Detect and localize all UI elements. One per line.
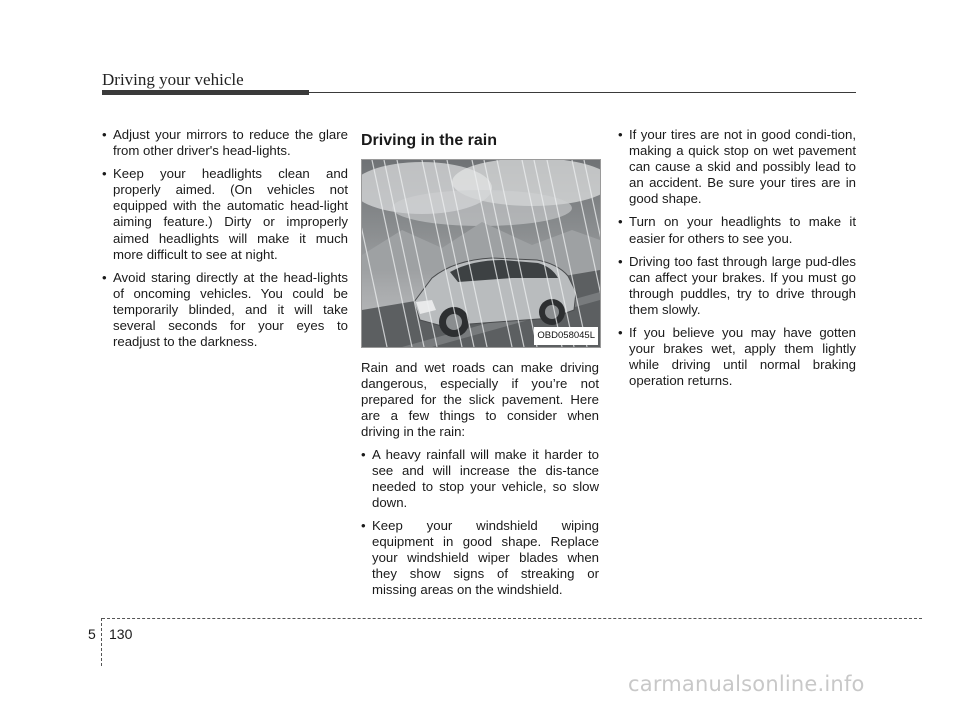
bullet-item: • Turn on your headlights to make it easier for others to see you. <box>618 214 856 246</box>
section-heading: Driving in the rain <box>361 132 498 149</box>
column-left <box>102 127 348 357</box>
header-rule <box>102 90 309 95</box>
footer-rule <box>102 618 922 619</box>
bullet-item: • Driving too fast through large pud-dles can affect your brakes. If you must go through puddles, try to drive through them slowly. <box>618 254 856 318</box>
bullet-item: • Keep your windshield wiping equipment in good shape. Replace your windshield wiper blades when they show signs of streaking or missing areas on the windshield. <box>361 518 599 598</box>
figure-code: OBD058045L <box>534 327 598 345</box>
bullet-item: • If you believe you may have gotten your brakes wet, apply them lightly while driving until normal braking operation returns. <box>618 325 856 389</box>
header-rule-thin <box>309 92 856 93</box>
footer-divider <box>101 618 102 666</box>
chapter-number: 5 <box>88 626 96 642</box>
bullet-item: • Adjust your mirrors to reduce the glare from other driver's head-lights. <box>102 127 348 159</box>
column-middle <box>361 133 599 605</box>
bullet-item: • A heavy rainfall will make it harder to see and will increase the dis-tance needed to stop your vehicle, so slow down. <box>361 447 599 511</box>
bullet-item: • Keep your headlights clean and properly aimed. (On vehicles not equipped with the automatic head-light aiming feature.) Dirty or improperly aimed headlights will make it much more difficult to see at night. <box>102 166 348 263</box>
bullet-item: • Avoid staring directly at the head-lights of oncoming vehicles. You could be temporarily blinded, and it will take several seconds for your eyes to readjust to the darkness. <box>102 270 348 350</box>
rain-scene-graphic <box>362 160 600 347</box>
page-number: 130 <box>109 626 133 642</box>
page-header-title: Driving your vehicle <box>102 70 244 89</box>
watermark: carmanualsonline.info <box>628 672 865 696</box>
column-right <box>618 127 856 396</box>
intro-paragraph: Rain and wet roads can make driving dangerous, especially if you’re not prepared for the slick pavement. Here are a few things to consider when driving in the rain: <box>361 360 599 440</box>
bullet-item: • If your tires are not in good condi-tion, making a quick stop on wet pavement can cause a skid and possibly lead to an accident. Be sure your tires are in good shape. <box>618 127 856 207</box>
rain-car-illustration <box>361 159 601 348</box>
